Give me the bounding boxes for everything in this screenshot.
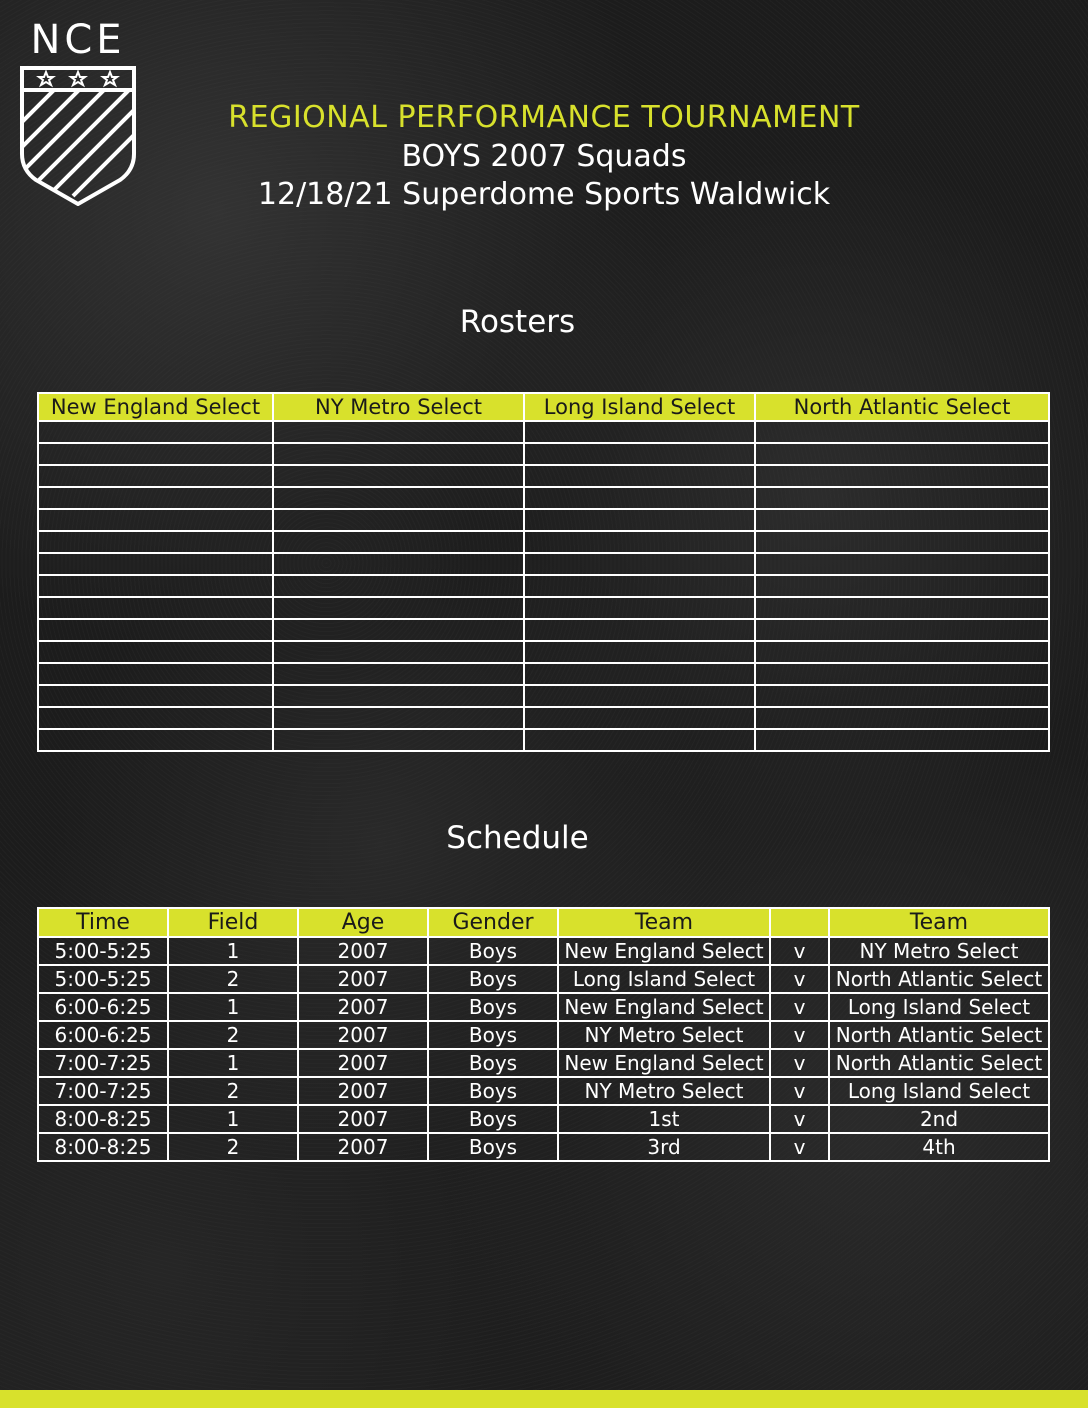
schedule-cell: 1: [168, 993, 298, 1021]
schedule-cell: North Atlantic Select: [829, 965, 1049, 993]
roster-cell: [524, 641, 755, 663]
roster-row: [38, 707, 1049, 729]
roster-column-header: North Atlantic Select: [755, 393, 1049, 421]
roster-row: [38, 443, 1049, 465]
roster-cell: [273, 575, 524, 597]
schedule-cell: 1: [168, 1105, 298, 1133]
roster-cell: [524, 597, 755, 619]
schedule-cell: Boys: [428, 1021, 558, 1049]
roster-row: [38, 509, 1049, 531]
schedule-cell: v: [770, 1021, 829, 1049]
roster-cell: [273, 641, 524, 663]
schedule-cell: 2007: [298, 965, 428, 993]
roster-cell: [38, 597, 273, 619]
schedule-row: [38, 937, 1049, 965]
roster-row: [38, 465, 1049, 487]
schedule-cell: 2: [168, 1077, 298, 1105]
roster-row: [38, 641, 1049, 663]
roster-column-header: Long Island Select: [524, 393, 755, 421]
roster-cell: [755, 641, 1049, 663]
roster-cell: [38, 685, 273, 707]
schedule-cell: Boys: [428, 1105, 558, 1133]
schedule-column-header: Age: [298, 908, 428, 937]
roster-cell: [755, 487, 1049, 509]
roster-row: [38, 421, 1049, 443]
schedule-cell: 3rd: [558, 1133, 770, 1161]
roster-cell: [273, 509, 524, 531]
roster-row: [38, 729, 1049, 751]
schedule-cell: Boys: [428, 993, 558, 1021]
roster-cell: [38, 575, 273, 597]
schedule-cell: Boys: [428, 1049, 558, 1077]
roster-cell: [38, 465, 273, 487]
schedule-row: [38, 1133, 1049, 1161]
schedule-cell: v: [770, 1049, 829, 1077]
roster-cell: [755, 575, 1049, 597]
schedule-row: [38, 1021, 1049, 1049]
schedule-cell: North Atlantic Select: [829, 1049, 1049, 1077]
roster-cell: [524, 729, 755, 751]
schedule-cell: NY Metro Select: [829, 937, 1049, 965]
schedule-cell: v: [770, 1133, 829, 1161]
roster-cell: [524, 421, 755, 443]
roster-row: [38, 487, 1049, 509]
roster-cell: [524, 443, 755, 465]
schedule-cell: 5:00-5:25: [38, 965, 168, 993]
schedule-column-header: Team: [558, 908, 770, 937]
page-header: [0, 98, 1088, 214]
schedule-cell: 7:00-7:25: [38, 1077, 168, 1105]
schedule-heading: Schedule: [446, 820, 589, 856]
roster-cell: [524, 553, 755, 575]
roster-cell: [273, 487, 524, 509]
schedule-cell: v: [770, 937, 829, 965]
roster-cell: [273, 685, 524, 707]
roster-cell: [273, 531, 524, 553]
roster-cell: [38, 619, 273, 641]
roster-cell: [38, 509, 273, 531]
roster-cell: [524, 531, 755, 553]
roster-cell: [524, 685, 755, 707]
roster-cell: [38, 443, 273, 465]
schedule-column-header: Field: [168, 908, 298, 937]
roster-cell: [38, 531, 273, 553]
roster-cell: [38, 641, 273, 663]
schedule-cell: Boys: [428, 965, 558, 993]
roster-cell: [755, 729, 1049, 751]
schedule-row: [38, 1077, 1049, 1105]
schedule-cell: 2007: [298, 937, 428, 965]
roster-row: [38, 685, 1049, 707]
schedule-cell: Long Island Select: [829, 1077, 1049, 1105]
schedule-cell: New England Select: [558, 1049, 770, 1077]
bottom-accent-bar: [0, 1390, 1088, 1408]
schedule-cell: New England Select: [558, 993, 770, 1021]
schedule-cell: 5:00-5:25: [38, 937, 168, 965]
roster-cell: [273, 707, 524, 729]
schedule-cell: 7:00-7:25: [38, 1049, 168, 1077]
roster-cell: [38, 707, 273, 729]
roster-row: [38, 531, 1049, 553]
roster-cell: [524, 509, 755, 531]
roster-cell: [38, 487, 273, 509]
schedule-column-header: Team: [829, 908, 1049, 937]
schedule-cell: 2007: [298, 993, 428, 1021]
logo-text: NCE: [30, 17, 126, 63]
schedule-cell: 2: [168, 965, 298, 993]
roster-cell: [273, 421, 524, 443]
roster-cell: [755, 663, 1049, 685]
roster-cell: [524, 575, 755, 597]
schedule-table: [37, 907, 1050, 1162]
schedule-row: [38, 993, 1049, 1021]
schedule-cell: 8:00-8:25: [38, 1105, 168, 1133]
roster-cell: [755, 553, 1049, 575]
roster-cell: [755, 531, 1049, 553]
roster-row: [38, 553, 1049, 575]
roster-cell: [755, 443, 1049, 465]
event-subtitle: 12/18/21 Superdome Sports Waldwick: [257, 177, 831, 212]
roster-cell: [755, 619, 1049, 641]
schedule-cell: 2007: [298, 1077, 428, 1105]
roster-cell: [524, 619, 755, 641]
roster-cell: [273, 663, 524, 685]
schedule-cell: 2007: [298, 1105, 428, 1133]
roster-cell: [524, 663, 755, 685]
squad-subtitle: BOYS 2007 Squads: [401, 139, 687, 174]
roster-cell: [38, 553, 273, 575]
schedule-column-header: Time: [38, 908, 168, 937]
schedule-cell: Boys: [428, 937, 558, 965]
schedule-cell: 1: [168, 1049, 298, 1077]
schedule-cell: v: [770, 993, 829, 1021]
schedule-cell: v: [770, 1105, 829, 1133]
schedule-row: [38, 965, 1049, 993]
roster-column-header: New England Select: [38, 393, 273, 421]
roster-cell: [273, 465, 524, 487]
schedule-cell: 1st: [558, 1105, 770, 1133]
roster-cell: [755, 465, 1049, 487]
roster-row: [38, 619, 1049, 641]
schedule-cell: 6:00-6:25: [38, 1021, 168, 1049]
roster-column-header: NY Metro Select: [273, 393, 524, 421]
rosters-table: [37, 392, 1050, 752]
schedule-cell: 2nd: [829, 1105, 1049, 1133]
roster-cell: [273, 619, 524, 641]
schedule-cell: North Atlantic Select: [829, 1021, 1049, 1049]
roster-row: [38, 663, 1049, 685]
rosters-heading: Rosters: [459, 304, 576, 340]
schedule-cell: 6:00-6:25: [38, 993, 168, 1021]
roster-cell: [38, 421, 273, 443]
roster-cell: [524, 465, 755, 487]
roster-row: [38, 597, 1049, 619]
schedule-cell: 1: [168, 937, 298, 965]
schedule-cell: 2007: [298, 1133, 428, 1161]
schedule-cell: v: [770, 1077, 829, 1105]
roster-cell: [273, 443, 524, 465]
schedule-column-header: [770, 908, 829, 937]
schedule-cell: 4th: [829, 1133, 1049, 1161]
schedule-row: [38, 1105, 1049, 1133]
schedule-row: [38, 1049, 1049, 1077]
schedule-cell: Long Island Select: [829, 993, 1049, 1021]
schedule-cell: NY Metro Select: [558, 1077, 770, 1105]
roster-cell: [524, 707, 755, 729]
roster-cell: [755, 421, 1049, 443]
roster-cell: [38, 663, 273, 685]
roster-cell: [524, 487, 755, 509]
roster-cell: [755, 597, 1049, 619]
rosters-header-row: [38, 393, 1049, 421]
roster-cell: [755, 509, 1049, 531]
schedule-cell: 2007: [298, 1021, 428, 1049]
schedule-cell: 2: [168, 1133, 298, 1161]
roster-cell: [273, 597, 524, 619]
roster-cell: [273, 553, 524, 575]
schedule-cell: 8:00-8:25: [38, 1133, 168, 1161]
schedule-cell: v: [770, 965, 829, 993]
roster-cell: [755, 685, 1049, 707]
roster-row: [38, 575, 1049, 597]
schedule-cell: New England Select: [558, 937, 770, 965]
schedule-column-header: Gender: [428, 908, 558, 937]
roster-cell: [755, 707, 1049, 729]
schedule-cell: Long Island Select: [558, 965, 770, 993]
schedule-header-row: [38, 908, 1049, 937]
roster-cell: [273, 729, 524, 751]
schedule-cell: 2007: [298, 1049, 428, 1077]
schedule-cell: Boys: [428, 1133, 558, 1161]
schedule-cell: 2: [168, 1021, 298, 1049]
tournament-title: REGIONAL PERFORMANCE TOURNAMENT: [228, 100, 860, 135]
schedule-cell: Boys: [428, 1077, 558, 1105]
roster-cell: [38, 729, 273, 751]
schedule-cell: NY Metro Select: [558, 1021, 770, 1049]
